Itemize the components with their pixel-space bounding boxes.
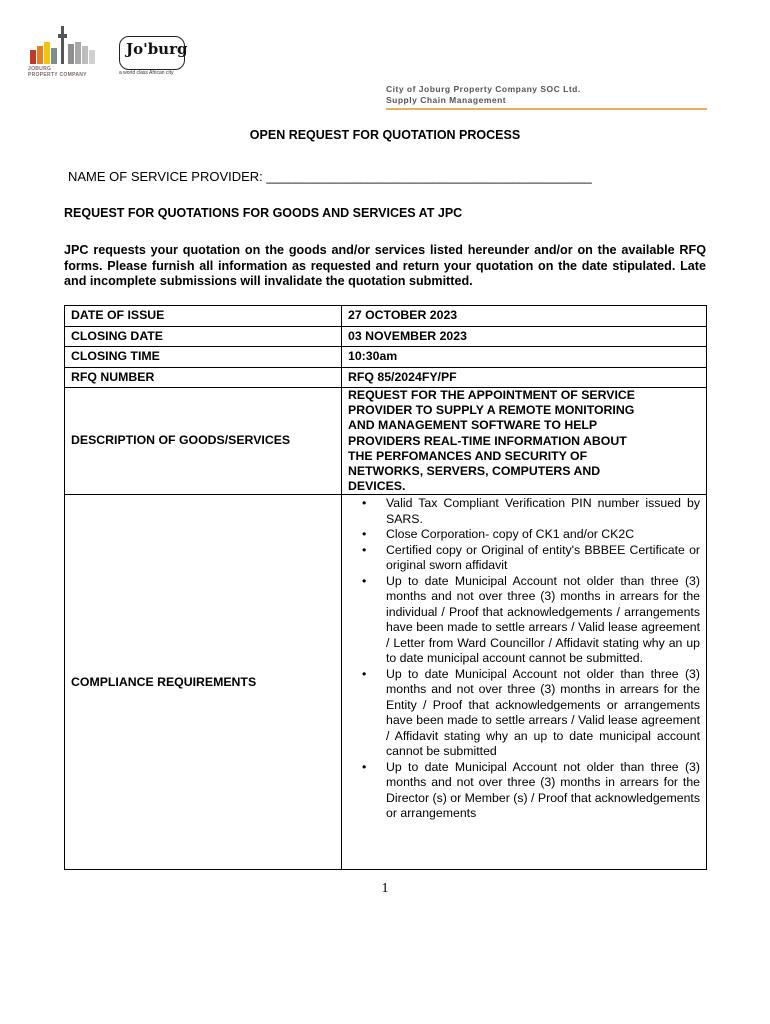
description-line: AND MANAGEMENT SOFTWARE TO HELP	[348, 418, 598, 433]
department-name: Supply Chain Management	[386, 95, 507, 105]
list-item	[348, 667, 700, 760]
bullet-icon: •	[362, 527, 367, 542]
closing-date-label: CLOSING DATE	[65, 326, 342, 347]
list-item-text: Close Corporation- copy of CK1 and/or CK2C	[386, 527, 635, 542]
rfq-heading: REQUEST FOR QUOTATIONS FOR GOODS AND SERVICES AT JPC	[64, 206, 463, 220]
description-line: NETWORKS, SERVERS, COMPUTERS AND	[348, 464, 601, 479]
list-item	[348, 496, 700, 527]
intro-paragraph: JPC requests your quotation on the goods and/or services listed hereunder and/or on the available RFQ forms. Please furnish all information as requested and return your quotation on the date stipulated. Late and incomplete submissions will invalidate the quotation submitted.	[64, 243, 706, 288]
list-item	[348, 760, 700, 822]
company-name: City of Joburg Property Company SOC Ltd.	[386, 84, 581, 94]
list-item-text: Up to date Municipal Account not older than three (3) months and not over three (3) months in arrears for the Entity / Proof that acknowledgements or arrangements have been made to settle arrears / Valid lease agreement / Affidavit stating why an up to date municipal account cannot be submitted	[386, 666, 700, 759]
description-label: DESCRIPTION OF GOODS/SERVICES	[65, 388, 342, 495]
rfq-details-table	[64, 305, 707, 870]
list-item-text: Up to date Municipal Account not older than three (3) months and not over three (3) months in arrears for the individual / Proof that acknowledgements / arrangements have been made to settle arrears / Valid lease agreement / Letter from Ward Councillor / Affidavit stating why an up to date municipal account cannot be submitted.	[386, 573, 700, 666]
date-of-issue-label: DATE OF ISSUE	[65, 306, 342, 327]
company-header	[386, 84, 581, 106]
bullet-icon: •	[362, 496, 367, 511]
table-row	[65, 306, 707, 327]
page-number: 1	[381, 881, 389, 896]
list-item	[348, 527, 700, 543]
description-line: THE PERFOMANCES AND SECURITY OF	[348, 448, 588, 463]
table-row	[65, 326, 707, 347]
closing-date-value: 03 NOVEMBER 2023	[342, 326, 707, 347]
description-value	[342, 388, 707, 495]
list-item-text: Certified copy or Original of entity's BBBEE Certificate or original sworn affidavit	[386, 542, 700, 573]
joburg-tagline: a world class African city	[119, 70, 174, 76]
bullet-icon: •	[362, 759, 367, 774]
header-rule	[386, 108, 707, 110]
table-row	[65, 367, 707, 388]
document-title: OPEN REQUEST FOR QUOTATION PROCESS	[249, 128, 521, 142]
list-item	[348, 574, 700, 667]
service-provider-field: NAME OF SERVICE PROVIDER: _____________________________________________	[68, 169, 592, 184]
jpc-logo-line1: JOBURG	[28, 66, 52, 72]
jpc-logo-text	[28, 66, 87, 78]
list-item	[348, 543, 700, 574]
list-item-text: Valid Tax Compliant Verification PIN number issued by SARS.	[386, 496, 700, 526]
closing-time-label: CLOSING TIME	[65, 347, 342, 368]
compliance-value	[342, 495, 707, 870]
description-line: REQUEST FOR THE APPOINTMENT OF SERVICE	[348, 388, 635, 402]
rfq-number-value: RFQ 85/2024FY/PF	[342, 367, 707, 388]
joburg-logo-word: Jo'burg	[126, 40, 188, 58]
bullet-icon: •	[362, 573, 367, 588]
table-row	[65, 495, 707, 870]
closing-time-value: 10:30am	[342, 347, 707, 368]
table-row	[65, 347, 707, 368]
jpc-logo-line2: PROPERTY COMPANY	[28, 72, 87, 78]
rfq-number-label: RFQ NUMBER	[65, 367, 342, 388]
description-line: PROVIDER TO SUPPLY A REMOTE MONITORING	[348, 403, 635, 418]
bullet-icon: •	[362, 542, 367, 557]
date-of-issue-value: 27 OCTOBER 2023	[342, 306, 707, 327]
compliance-list	[348, 496, 700, 822]
compliance-label: COMPLIANCE REQUIREMENTS	[65, 495, 342, 870]
description-line: DEVICES.	[348, 479, 406, 494]
table-row	[65, 388, 707, 495]
bullet-icon: •	[362, 666, 367, 681]
description-line: PROVIDERS REAL-TIME INFORMATION ABOUT	[348, 433, 627, 448]
list-item-text: Up to date Municipal Account not older than three (3) months and not over three (3) months in arrears for the Director (s) or Member (s) / Proof that acknowledgements or arrangements	[386, 759, 700, 821]
